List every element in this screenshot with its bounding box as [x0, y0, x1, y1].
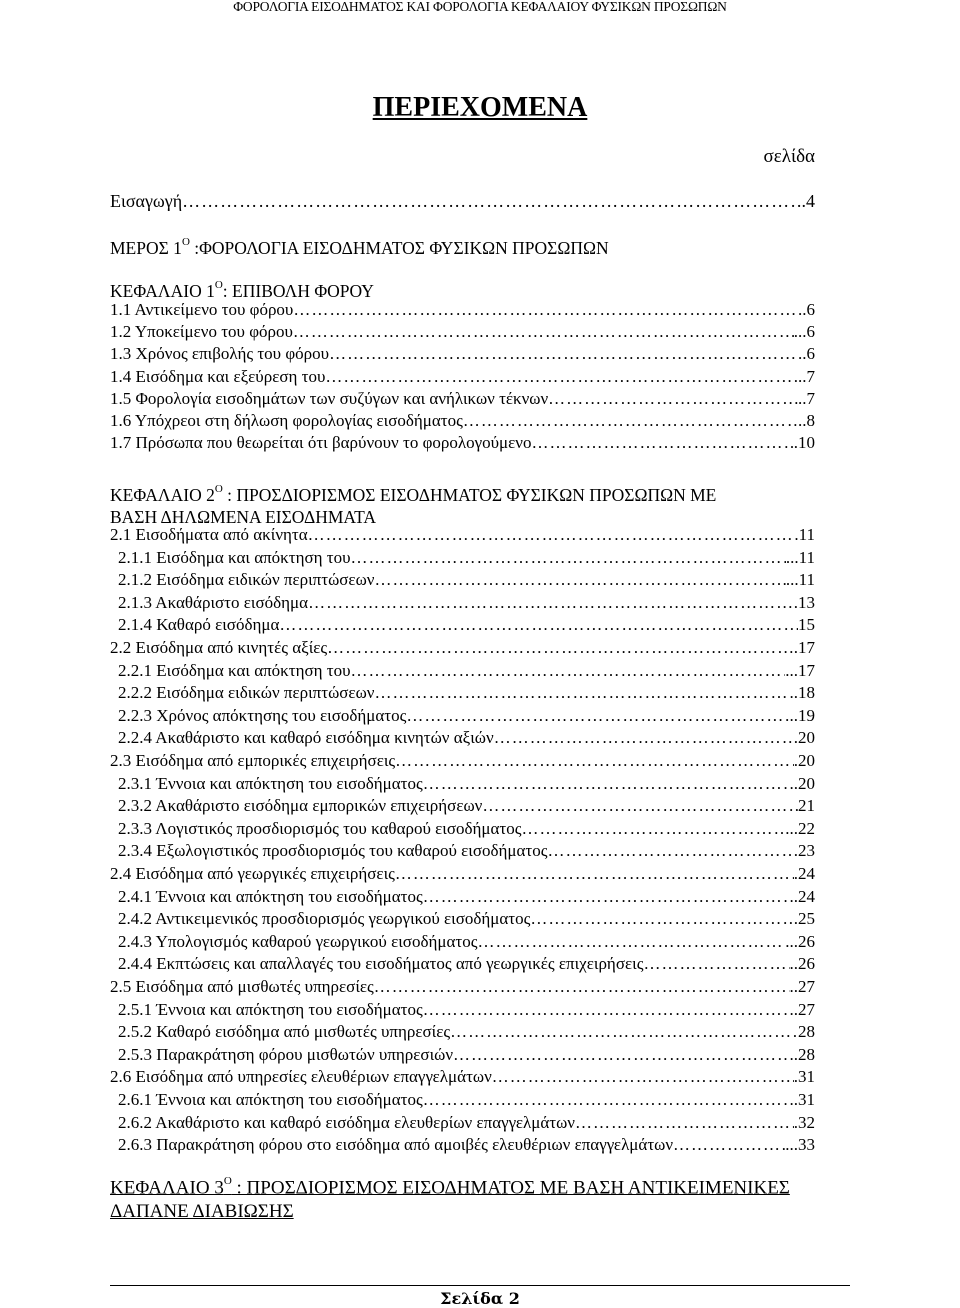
leader-dots [494, 727, 794, 749]
leader-dots [374, 976, 790, 998]
toc-entry-label: 2.4.3 Υπολογισμός καθαρού γεωργικού εισοδήματος [118, 931, 478, 951]
toc-entry[interactable] [110, 953, 815, 975]
toc-entry-page: ..6 [798, 300, 815, 319]
leader-dots [293, 321, 794, 343]
toc-entry-page: ...26 [785, 931, 815, 951]
toc-entry-label: 2.1.3 Ακαθάριστο εισόδημα [118, 592, 309, 612]
toc-entry[interactable] [110, 840, 815, 862]
toc-entry[interactable] [110, 908, 815, 930]
toc-entry-page: .20 [793, 751, 815, 770]
toc-entry-label: 1.1 Αντικείμενο του φόρου [110, 300, 294, 319]
toc-entry[interactable] [110, 388, 815, 410]
toc-entry-label: 2.6.1 Έννοια και απόκτηση του εισοδήματος [118, 1090, 423, 1109]
toc-entry-label: 2.1.2 Εισόδημα ειδικών περιπτώσεων [118, 570, 375, 590]
toc-entry-label: 2.5.3 Παρακράτηση φόρου μισθωτών υπηρεσιών [118, 1044, 454, 1064]
toc-entry[interactable] [110, 931, 815, 953]
toc-entry[interactable] [110, 432, 815, 454]
toc-entry[interactable] [110, 705, 815, 727]
toc-entry-label: 2.1.4 Καθαρό εισόδημα [118, 615, 280, 635]
page-title: ΠΕΡΙΕΧΟΜΕΝΑ [372, 92, 588, 123]
part-prefix: ΜΕΡΟΣ 1 [110, 237, 182, 258]
toc-entry[interactable] [110, 818, 815, 840]
toc-entry[interactable] [110, 999, 815, 1021]
toc-entry-page: .31 [793, 1067, 815, 1087]
chapter-title-line2: ΔΑΠΑΝΕ ΔΙΑΒΙΩΣΗΣ [110, 1201, 294, 1223]
toc-entry-page: ...11 [785, 547, 815, 567]
leader-dots [406, 705, 789, 727]
toc-entry-intro[interactable] [110, 190, 815, 212]
leader-dots [530, 908, 793, 930]
toc-entry-page: .24 [793, 864, 815, 883]
leader-dots [293, 299, 798, 321]
leader-dots [329, 343, 798, 365]
leader-dots [308, 524, 795, 546]
toc-entry-label: 1.7 Πρόσωπα που θεωρείται ότι βαρύνουν το φορολογούμενο [110, 433, 532, 453]
toc-entry-page: 28 [798, 1022, 815, 1042]
toc-entry-label: 2.2.2 Εισόδημα ειδικών περιπτώσεων [118, 683, 375, 703]
toc-entry-page: ..8 [798, 411, 815, 430]
toc-entry-page: .20 [793, 728, 815, 748]
chapter-prefix: ΚΕΦΑΛΑΙΟ 3 [110, 1177, 224, 1199]
part-title: :ΦΟΡΟΛΟΓΙΑ ΕΙΣΟΔΗΜΑΤΟΣ ΦΥΣΙΚΩΝ ΠΡΟΣΩΠΩΝ [189, 237, 609, 258]
toc-entry-page: ..27 [789, 977, 815, 996]
toc-entry-label: 2.2.3 Χρόνος απόκτησης του εισοδήματος [118, 705, 407, 725]
toc-entry-page: ...11 [785, 570, 815, 590]
toc-entry-label: 2.6 Εισόδημα από υπηρεσίες ελευθέριων επαγγελμάτων [110, 1067, 492, 1087]
leader-dots [423, 773, 790, 795]
leader-dots [374, 569, 785, 591]
toc-entry-page: ..26 [789, 954, 815, 974]
chapter-2-heading [110, 480, 815, 528]
toc-entry-label: 2.3.1 Έννοια και απόκτηση του εισοδήματος [118, 773, 423, 793]
toc-entry-label: 2.6.2 Ακαθάριστο και καθαρό εισόδημα ελευθερίων επαγγελμάτων [118, 1112, 575, 1132]
toc-entry-label: 2.4.4 Εκπτώσεις και απαλλαγές του εισοδήματος από γεωργικές επιχειρήσεις [118, 954, 644, 974]
toc-entry-page: ..31 [789, 1090, 815, 1109]
chapter-3-heading [110, 1171, 815, 1224]
toc-entry[interactable] [110, 727, 815, 749]
leader-dots [374, 682, 789, 704]
chapter-title-line2: ΒΑΣΗ ΔΗΛΩΜΕΝΑ ΕΙΣΟΔΗΜΑΤΑ [110, 506, 377, 527]
toc-entry[interactable] [110, 343, 815, 365]
toc-entry-label: 2.5.1 Έννοια και απόκτηση του εισοδήματος [118, 999, 423, 1019]
chapter-superscript: Ο [214, 483, 223, 495]
part-heading [110, 233, 815, 259]
toc-entry-page: ...7 [793, 366, 815, 386]
toc-entry-page: ..7 [798, 388, 815, 408]
leader-dots [477, 931, 785, 953]
toc-entry-page: .25 [793, 909, 815, 929]
chapter-superscript: Ο [223, 1175, 232, 1187]
leader-dots [531, 432, 793, 454]
leader-dots [279, 614, 798, 636]
toc-entry-page: .11 [794, 525, 815, 544]
leader-dots [395, 863, 794, 885]
toc-entry-label: 2.3 Εισόδημα από εμπορικές επιχειρήσεις [110, 751, 396, 770]
toc-entry-label: 2.2.1 Εισόδημα και απόκτηση του [118, 660, 351, 680]
toc-entry-page: ...17 [785, 660, 815, 680]
toc-entry-label: 2.3.4 Εξωλογιστικός προσδιορισμός του καθαρού εισοδήματος [118, 841, 548, 861]
chapter-title: : ΠΡΟΣΔΙΟΡΙΣΜΟΣ ΕΙΣΟΔΗΜΑΤΟΣ ΜΕ ΒΑΣΗ ΑΝΤΙΚΕΙΜΕΝΙΚΕΣ [231, 1177, 790, 1199]
leader-dots [492, 1066, 794, 1088]
page-number-footer: Σελίδα 2 [440, 1289, 520, 1308]
toc-entry[interactable] [110, 976, 815, 998]
leader-dots [463, 410, 798, 432]
leader-dots [575, 1112, 794, 1134]
toc-entry-page: ..19 [789, 705, 815, 725]
toc-entry-page: .23 [793, 841, 815, 861]
toc-entry-label: 2.4.1 Έννοια και απόκτηση του εισοδήματος [118, 886, 423, 906]
toc-entry[interactable] [110, 614, 815, 636]
toc-entry[interactable] [110, 750, 815, 772]
leader-dots [351, 660, 786, 682]
toc-entry[interactable] [110, 321, 815, 343]
chapter-title: : ΕΠΙΒΟΛΗ ΦΟΡΟΥ [222, 280, 374, 301]
toc-entry[interactable] [110, 637, 815, 659]
running-header: ΦΟΡΟΛΟΓΙΑ ΕΙΣΟΔΗΜΑΤΟΣ ΚΑΙ ΦΟΡΟΛΟΓΙΑ ΚΕΦΑΛΑΙΟΥ ΦΥΣΙΚΩΝ ΠΡΟΣΩΠΩΝ [233, 0, 727, 14]
toc-entry[interactable] [110, 886, 815, 908]
toc-entry[interactable] [110, 863, 815, 885]
leader-dots [423, 999, 790, 1021]
toc-entry[interactable] [110, 1066, 815, 1088]
toc-entry-label: 2.2 Εισόδημα από κινητές αξίες [110, 638, 328, 657]
chapter-title: : ΠΡΟΣΔΙΟΡΙΣΜΟΣ ΕΙΣΟΔΗΜΑΤΟΣ ΦΥΣΙΚΩΝ ΠΡΟΣΩΠΩΝ ΜΕ [222, 484, 717, 505]
toc-entry[interactable] [110, 1112, 815, 1134]
toc-entry-label: 2.3.2 Ακαθάριστο εισόδημα εμπορικών επιχειρήσεων [118, 796, 483, 816]
toc-entry[interactable] [110, 299, 815, 321]
chapter-1-heading [110, 276, 815, 302]
toc-entry-page: ..18 [789, 683, 815, 703]
leader-dots [182, 190, 801, 212]
leader-dots [673, 1134, 785, 1156]
toc-entry-label: 2.3.3 Λογιστικός προσδιορισμός του καθαρού εισοδήματος [118, 818, 522, 838]
toc-entry-label: 1.3 Χρόνος επιβολής του φόρου [110, 344, 330, 364]
toc-entry-label: Εισαγωγή [110, 191, 183, 211]
leader-dots [548, 840, 794, 862]
toc-entry-page: .32 [793, 1112, 815, 1132]
toc-entry-label: 2.5 Εισόδημα από μισθωτές υπηρεσίες [110, 977, 374, 996]
leader-dots [423, 1089, 790, 1111]
toc-entry-page: ...33 [785, 1135, 815, 1155]
toc-entry[interactable] [110, 682, 815, 704]
toc-entry-label: 2.6.3 Παρακράτηση φόρου στο εισόδημα από αμοιβές ελευθέριων επαγγελμάτων [118, 1135, 674, 1155]
toc-entry-page: .17 [793, 638, 815, 657]
chapter-prefix: ΚΕΦΑΛΑΙΟ 1 [110, 280, 215, 301]
footer-divider [110, 1285, 850, 1286]
toc-entry-page: .4 [801, 191, 815, 211]
toc-entry-page: ..6 [798, 344, 815, 364]
leader-dots [327, 637, 794, 659]
leader-dots [453, 1044, 789, 1066]
toc-entry-label: 1.6 Υπόχρεοι στη δήλωση φορολογίας εισοδήματος [110, 411, 463, 430]
chapter-prefix: ΚΕΦΑΛΑΙΟ 2 [110, 484, 215, 505]
toc-entry[interactable] [110, 547, 815, 569]
toc-entry-label: 2.1 Εισοδήματα από ακίνητα [110, 525, 308, 544]
toc-entry-page: 15 [798, 615, 815, 635]
toc-entry[interactable] [110, 410, 815, 432]
toc-entry-page: ..20 [789, 773, 815, 793]
toc-entry[interactable] [110, 1089, 815, 1111]
toc-entry[interactable] [110, 1021, 815, 1043]
toc-entry-page: .10 [793, 433, 815, 453]
toc-entry-label: 2.5.2 Καθαρό εισόδημα από μισθωτές υπηρεσίες [118, 1022, 451, 1042]
toc-entry-label: 2.2.4 Ακαθάριστο και καθαρό εισόδημα κινητών αξιών [118, 728, 494, 748]
toc-entry-page: .13 [793, 592, 815, 612]
toc-entry[interactable] [110, 569, 815, 591]
toc-entry-label: 1.4 Εισόδημα και εξεύρεση του [110, 366, 326, 386]
toc-entry-label: 2.4 Εισόδημα από γεωργικές επιχειρήσεις [110, 864, 395, 883]
toc-entry[interactable] [110, 524, 815, 546]
leader-dots [643, 953, 789, 975]
chapter-superscript: Ο [214, 279, 223, 291]
leader-dots [325, 366, 793, 388]
toc-entry[interactable] [110, 1044, 815, 1066]
toc-entry[interactable] [110, 660, 815, 682]
leader-dots [521, 818, 785, 840]
toc-entry[interactable] [110, 795, 815, 817]
part-superscript: Ο [181, 236, 190, 248]
toc-entry-page: ..24 [789, 886, 815, 906]
page-column-label: σελίδα [763, 146, 815, 167]
leader-dots [395, 750, 794, 772]
toc-entry-page: ..28 [789, 1044, 815, 1064]
toc-entry-page: ...22 [785, 818, 815, 838]
leader-dots [423, 886, 790, 908]
toc-entry-page: ...6 [793, 322, 815, 342]
toc-entry[interactable] [110, 366, 815, 388]
toc-entry-page: 21 [798, 796, 815, 816]
toc-entry[interactable] [110, 773, 815, 795]
leader-dots [548, 388, 798, 410]
toc-entry-page: ..27 [789, 999, 815, 1019]
leader-dots [351, 547, 786, 569]
toc-entry[interactable] [110, 1134, 815, 1156]
leader-dots [482, 795, 798, 817]
leader-dots [450, 1021, 798, 1043]
toc-entry-label: 2.1.1 Εισόδημα και απόκτηση του [118, 547, 351, 567]
toc-entry[interactable] [110, 592, 815, 614]
toc-entry-label: 1.5 Φορολογία εισοδημάτων των συζύγων και ανήλικων τέκνων [110, 388, 549, 408]
leader-dots [308, 592, 794, 614]
toc-entry-label: 1.2 Υποκείμενο του φόρου [110, 322, 293, 342]
toc-entry-label: 2.4.2 Αντικειμενικός προσδιορισμός γεωργικού εισοδήματος [118, 909, 531, 929]
